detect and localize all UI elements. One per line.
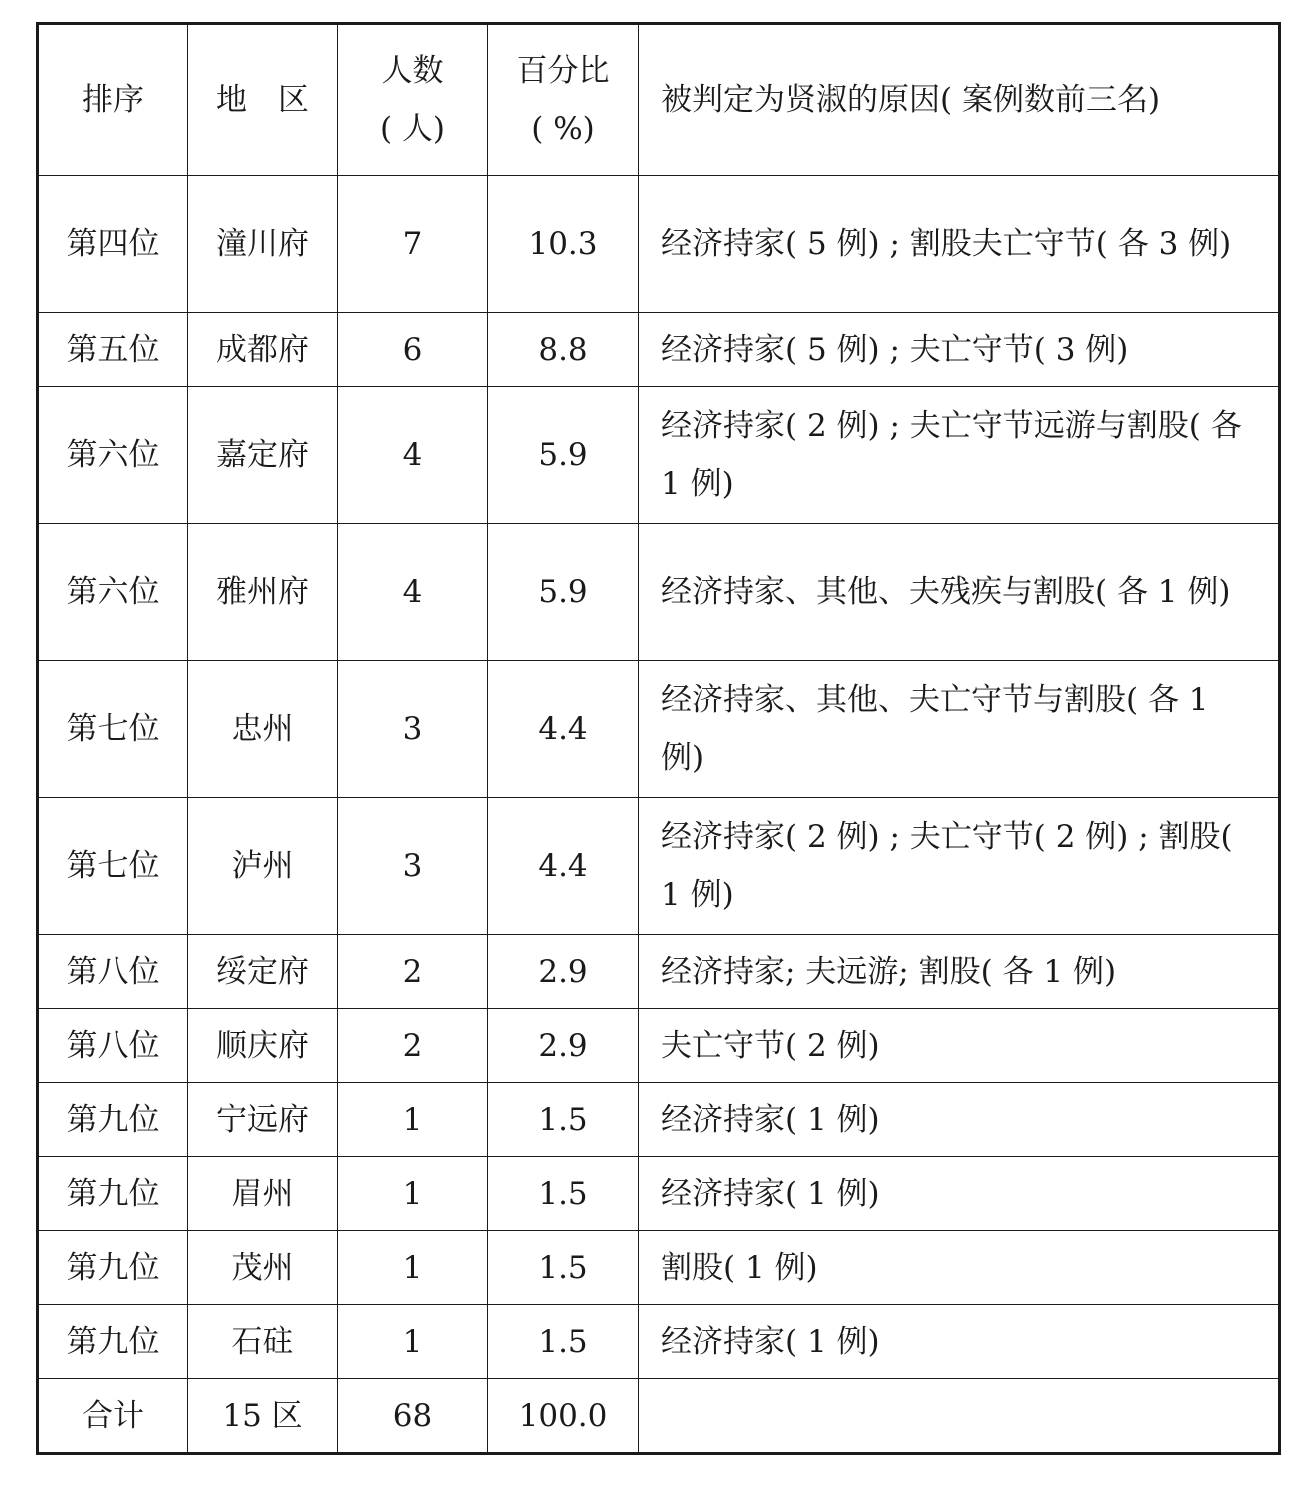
cell-rank: 合计	[38, 1379, 188, 1454]
header-count-line1: 人数	[381, 53, 444, 89]
cell-reason: 经济持家( 5 例) ; 割股夫亡守节( 各 3 例)	[639, 176, 1280, 313]
cell-reason: 经济持家、其他、夫残疾与割股( 各 1 例)	[639, 524, 1280, 661]
cell-region: 宁远府	[188, 1083, 338, 1157]
table-row	[38, 1305, 1280, 1379]
table-row	[38, 387, 1280, 524]
cell-percent: 2.9	[488, 935, 639, 1009]
cell-rank: 第九位	[38, 1305, 188, 1379]
cell-count: 2	[338, 935, 488, 1009]
cell-percent: 1.5	[488, 1157, 639, 1231]
total-row	[38, 1379, 1280, 1454]
cell-rank: 第九位	[38, 1231, 188, 1305]
cell-rank: 第七位	[38, 798, 188, 935]
header-count-line2: ( 人)	[379, 111, 446, 147]
table-row	[38, 1157, 1280, 1231]
cell-region: 茂州	[188, 1231, 338, 1305]
cell-region: 雅州府	[188, 524, 338, 661]
cell-reason: 经济持家( 2 例) ; 夫亡守节( 2 例) ; 割股( 1 例)	[639, 798, 1280, 935]
cell-reason: 夫亡守节( 2 例)	[639, 1009, 1280, 1083]
cell-region: 眉州	[188, 1157, 338, 1231]
header-reason: 被判定为贤淑的原因( 案例数前三名)	[639, 24, 1280, 176]
table-body	[38, 176, 1280, 1454]
header-region: 地 区	[188, 24, 338, 176]
cell-reason: 经济持家、其他、夫亡守节与割股( 各 1 例)	[639, 661, 1280, 798]
cell-percent: 1.5	[488, 1083, 639, 1157]
header-percent-line2: ( %)	[531, 111, 595, 147]
table-row	[38, 1231, 1280, 1305]
data-table	[36, 22, 1281, 1455]
cell-reason: 割股( 1 例)	[639, 1231, 1280, 1305]
cell-reason: 经济持家; 夫远游; 割股( 各 1 例)	[639, 935, 1280, 1009]
cell-count: 6	[338, 313, 488, 387]
cell-percent: 5.9	[488, 387, 639, 524]
cell-rank: 第八位	[38, 1009, 188, 1083]
table-row	[38, 313, 1280, 387]
header-row	[38, 24, 1280, 176]
cell-region: 石砫	[188, 1305, 338, 1379]
cell-region: 成都府	[188, 313, 338, 387]
header-count	[338, 24, 488, 176]
cell-rank: 第九位	[38, 1157, 188, 1231]
cell-percent: 4.4	[488, 798, 639, 935]
cell-count: 3	[338, 798, 488, 935]
table-row	[38, 1083, 1280, 1157]
table-row	[38, 798, 1280, 935]
cell-percent: 1.5	[488, 1231, 639, 1305]
cell-reason: 经济持家( 5 例) ; 夫亡守节( 3 例)	[639, 313, 1280, 387]
cell-region: 忠州	[188, 661, 338, 798]
cell-count: 7	[338, 176, 488, 313]
cell-rank: 第九位	[38, 1083, 188, 1157]
cell-rank: 第六位	[38, 387, 188, 524]
cell-reason: 经济持家( 1 例)	[639, 1083, 1280, 1157]
cell-count: 2	[338, 1009, 488, 1083]
header-percent	[488, 24, 639, 176]
cell-rank: 第四位	[38, 176, 188, 313]
cell-percent: 10.3	[488, 176, 639, 313]
cell-region: 绥定府	[188, 935, 338, 1009]
cell-percent: 5.9	[488, 524, 639, 661]
cell-rank: 第六位	[38, 524, 188, 661]
table-row	[38, 661, 1280, 798]
cell-region: 15 区	[188, 1379, 338, 1454]
cell-count: 1	[338, 1083, 488, 1157]
cell-percent: 8.8	[488, 313, 639, 387]
cell-reason: 经济持家( 1 例)	[639, 1157, 1280, 1231]
table-row	[38, 524, 1280, 661]
cell-rank: 第七位	[38, 661, 188, 798]
cell-region: 泸州	[188, 798, 338, 935]
cell-region: 嘉定府	[188, 387, 338, 524]
cell-region: 顺庆府	[188, 1009, 338, 1083]
cell-count: 4	[338, 387, 488, 524]
cell-percent: 2.9	[488, 1009, 639, 1083]
cell-count: 4	[338, 524, 488, 661]
header-rank: 排序	[38, 24, 188, 176]
cell-count: 1	[338, 1157, 488, 1231]
cell-count: 1	[338, 1305, 488, 1379]
cell-percent: 100.0	[488, 1379, 639, 1454]
header-percent-line1: 百分比	[516, 53, 610, 89]
cell-rank: 第八位	[38, 935, 188, 1009]
cell-count: 3	[338, 661, 488, 798]
cell-rank: 第五位	[38, 313, 188, 387]
table-row	[38, 176, 1280, 313]
cell-count: 68	[338, 1379, 488, 1454]
cell-count: 1	[338, 1231, 488, 1305]
cell-reason: 经济持家( 1 例)	[639, 1305, 1280, 1379]
cell-percent: 1.5	[488, 1305, 639, 1379]
cell-reason	[639, 1379, 1280, 1454]
table-header	[38, 24, 1280, 176]
cell-percent: 4.4	[488, 661, 639, 798]
table-row	[38, 1009, 1280, 1083]
table-row	[38, 935, 1280, 1009]
cell-region: 潼川府	[188, 176, 338, 313]
cell-reason: 经济持家( 2 例) ; 夫亡守节远游与割股( 各 1 例)	[639, 387, 1280, 524]
